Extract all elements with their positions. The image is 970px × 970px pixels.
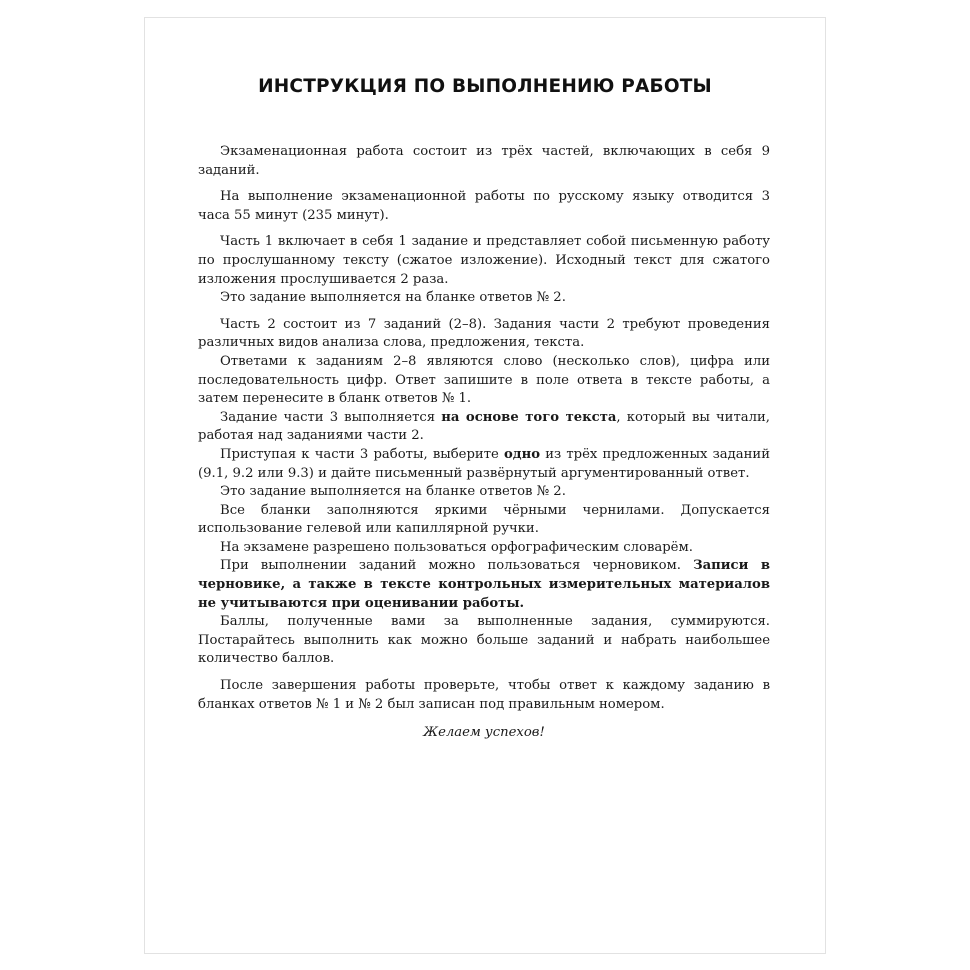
paragraph-dictionary: На экзамене разрешено пользоваться орфографическим словарём.	[220, 539, 693, 555]
paragraph-part2-description: Часть 2 состоит из 7 заданий (2–8). Задания части 2 требуют проведения различных видов анализа слова, предложения, текста.	[198, 316, 770, 351]
paragraph-ink-rules: Все бланки заполняются яркими чёрными чернилами. Допускается использование гелевой или капиллярной ручки.	[198, 502, 770, 537]
text-segment: из трёх предложенных заданий (9.1, 9.2 или 9.3) и дайте письменный развёрнутый аргументированный ответ.	[198, 446, 770, 481]
bold-segment: на основе того текста	[441, 409, 617, 425]
paragraph-scoring: Баллы, полученные вами за выполненные задания, суммируются. Постарайтесь выполнить как можно больше заданий и набрать наибольшее количество баллов.	[198, 614, 770, 667]
paragraph-parts-count: Экзаменационная работа состоит из трёх частей, включающих в себя 9 заданий.	[198, 144, 770, 178]
text-segment: , который вы читали, работая над заданиями части 2.	[198, 409, 770, 444]
document-page	[144, 17, 826, 954]
paragraph-final-check: После завершения работы проверьте, чтобы ответ к каждому заданию в бланках ответов № 1 и № 2 был записан под правильным номером.	[198, 678, 770, 712]
paragraph-part3-choice	[198, 446, 770, 483]
paragraph-part1-description: Часть 1 включает в себя 1 задание и представляет собой письменную работу по прослушанному тексту (сжатое изложение). Исходный текст для сжатого изложения прослушивается 2 раза.	[198, 234, 770, 287]
paragraph-part2-answers: Ответами к заданиям 2–8 являются слово (несколько слов), цифра или последовательность цифр. Ответ запишите в поле ответа в тексте работы, а затем перенесите в бланк ответов № 1.	[198, 353, 770, 407]
document-title: ИНСТРУКЦИЯ ПО ВЫПОЛНЕНИЮ РАБОТЫ	[258, 76, 712, 97]
text-segment: Приступая к части 3 работы, выберите	[220, 446, 504, 462]
bold-segment: одно	[503, 446, 541, 462]
instructions-body	[198, 143, 770, 743]
paragraph-part3-basis	[198, 409, 770, 446]
text-segment: Задание части 3 выполняется	[220, 409, 442, 425]
paragraph-time-limit: На выполнение экзаменационной работы по русскому языку отводится 3 часа 55 минут (235 минут).	[198, 189, 770, 223]
text-segment: При выполнении заданий можно пользоваться черновиком.	[220, 558, 694, 574]
paragraph-part3-answer-form: Это задание выполняется на бланке ответов № 2.	[220, 484, 566, 500]
bold-segment: Записи в черновике, а также в тексте контрольных измерительных материалов не учитываются при оценивании работы.	[198, 558, 770, 611]
closing-wish: Желаем успехов!	[423, 725, 545, 741]
paragraph-part1-answer-form: Это задание выполняется на бланке ответов № 2.	[220, 290, 566, 306]
paragraph-draft	[198, 557, 770, 613]
